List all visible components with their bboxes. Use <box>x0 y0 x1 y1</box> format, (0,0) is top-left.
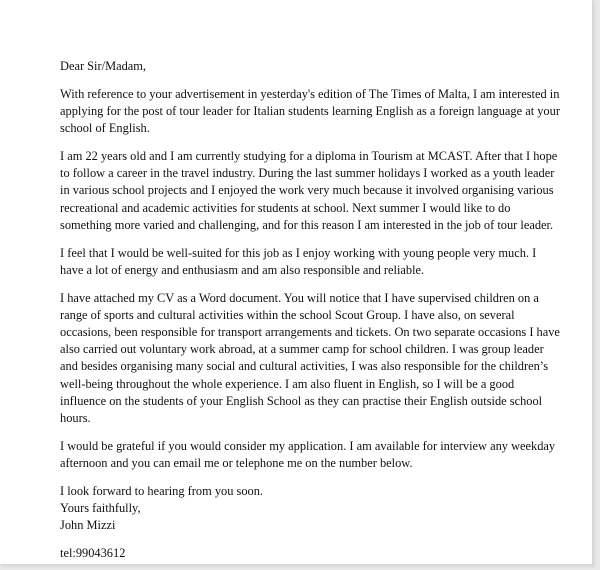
paragraph-request: I would be grateful if you would consider my application. I am available for interview any weekday afternoon and you can email me or telephone me on the number below. <box>60 438 556 471</box>
paragraph-background: I am 22 years old and I am currently studying for a diploma in Tourism at MCAST. After that I hope to follow a career in the travel industry. During the last summer holidays I worked as a youth leader in various school projects and I enjoyed the work very much because it involved organising various recreational and academic activities for students at school. Next summer I would like to do something more varied and challenging, and for this reason I am interested in the job of tour leader. <box>60 149 558 232</box>
paragraph-experience: I have attached my CV as a Word document. You will notice that I have supervised children on a range of sports and cultural activities within the school Scout Group. I have also, on several occasions, been responsible for transport arrangements and tickets. On two separate occasions I have also carried out voluntary work abroad, at a summer camp for school children. I was group leader and besides organising many social and cultural activities, I was also responsible for the children’s well-being throughout the whole experience. I am also fluent in English, so I will be a good influence on the students of your English School as they can practise their English outside school hours. <box>60 290 560 426</box>
sign-off: Yours faithfully, <box>60 501 141 516</box>
paragraph-suitability: I feel that I would be well-suited for this job as I enjoy working with young people very much. I have a lot of energy and enthusiasm and am also responsible and reliable. <box>60 245 537 277</box>
salutation: Dear Sir/Madam, <box>60 59 147 73</box>
letter-body <box>60 58 560 565</box>
closing-block <box>60 483 560 535</box>
paragraph-reference: With reference to your advertisement in yesterday's edition of The Times of Malta, I am interested in applying for the post of tour leader for Italian students learning English as a foreign language at your school of English. <box>60 86 560 136</box>
signature-name: John Mizzi <box>60 518 116 533</box>
telephone-number: tel:99043612 <box>60 546 126 561</box>
closing-line: I look forward to hearing from you soon. <box>60 483 264 498</box>
